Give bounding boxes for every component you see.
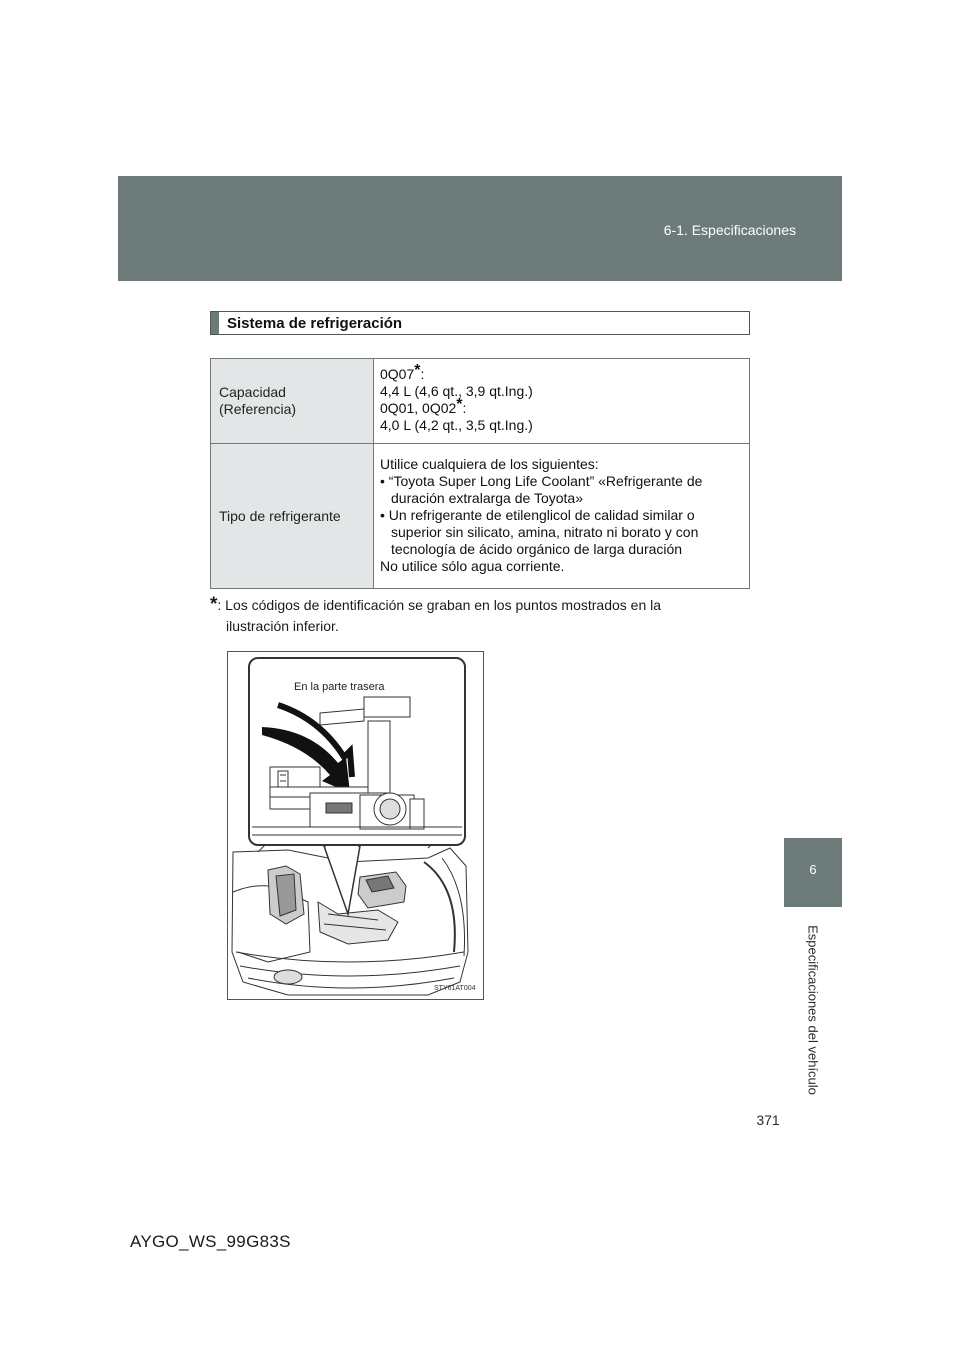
capacity-value-b: 4,0 L (4,2 qt., 3,5 qt.Ing.): [380, 417, 533, 433]
coolant-bullet-1: • “Toyota Super Long Life Coolant” «Refrigerante de duración extralarga de Toyota»: [380, 472, 703, 506]
figure-code: STY61AT004: [434, 985, 476, 992]
subsection-marker: [211, 312, 219, 334]
engine-bay-illustration: [227, 651, 484, 1000]
callout-box: [248, 657, 466, 846]
header-band: [118, 176, 842, 281]
chapter-number: 6: [809, 862, 817, 877]
section-title: 6-1. Especificaciones: [663, 222, 796, 238]
coolant-type-label: Tipo de refrigerante: [219, 507, 341, 524]
document-code: AYGO_WS_99G83S: [130, 1232, 291, 1251]
coolant-type-value-cell: [374, 444, 750, 589]
coolant-bullet-2: • Un refrigerante de etilenglicol de calidad similar o superior sin silicato, amina, nitrato ni borato y con tecnología de ácido orgánico de larga duración: [380, 506, 699, 557]
capacity-label: Capacidad: [219, 384, 286, 400]
capacity-label-cell: [211, 359, 374, 444]
capacity-value-a: 4,4 L (4,6 qt., 3,9 qt.Ing.): [380, 383, 533, 399]
table-row-capacity: [211, 359, 750, 444]
chapter-label-wrap: [784, 910, 842, 1110]
capacity-value-cell: 0Q07*: 4,4 L (4,6 qt., 3,9 qt.Ing.) 0Q01, 0Q02*: 4,0 L (4,2 qt., 3,5 qt.Ing.): [374, 359, 750, 444]
coolant-spec-table: [210, 358, 750, 589]
coolant-type-label-cell: [211, 444, 374, 589]
coolant-note: No utilice sólo agua corriente.: [380, 557, 565, 574]
engine-detail-drawing: [250, 659, 464, 844]
subsection-title: Sistema de refrigeración: [227, 315, 403, 332]
asterisk-mark: *: [456, 396, 463, 413]
footnote-line-2: ilustración inferior.: [226, 618, 339, 634]
footnote: [210, 594, 750, 637]
coolant-intro: Utilice cualquiera de los siguientes:: [380, 455, 599, 472]
table-row-coolant-type: [211, 444, 750, 589]
callout-text: En la parte trasera: [294, 681, 385, 693]
code-a: 0Q07: [380, 366, 415, 382]
chapter-label: Especificaciones del vehículo: [805, 925, 821, 1095]
code-b: 0Q01, 0Q02: [380, 400, 457, 416]
asterisk-mark: *: [414, 362, 421, 379]
page-number: 371: [756, 1112, 780, 1128]
footnote-asterisk: *: [210, 594, 218, 615]
capacity-label-ref: (Referencia): [219, 401, 297, 417]
chapter-tab[interactable]: [784, 838, 842, 907]
footnote-line-1: : Los códigos de identificación se graban en los puntos mostrados en la: [217, 597, 662, 613]
subsection-heading: [210, 311, 750, 335]
